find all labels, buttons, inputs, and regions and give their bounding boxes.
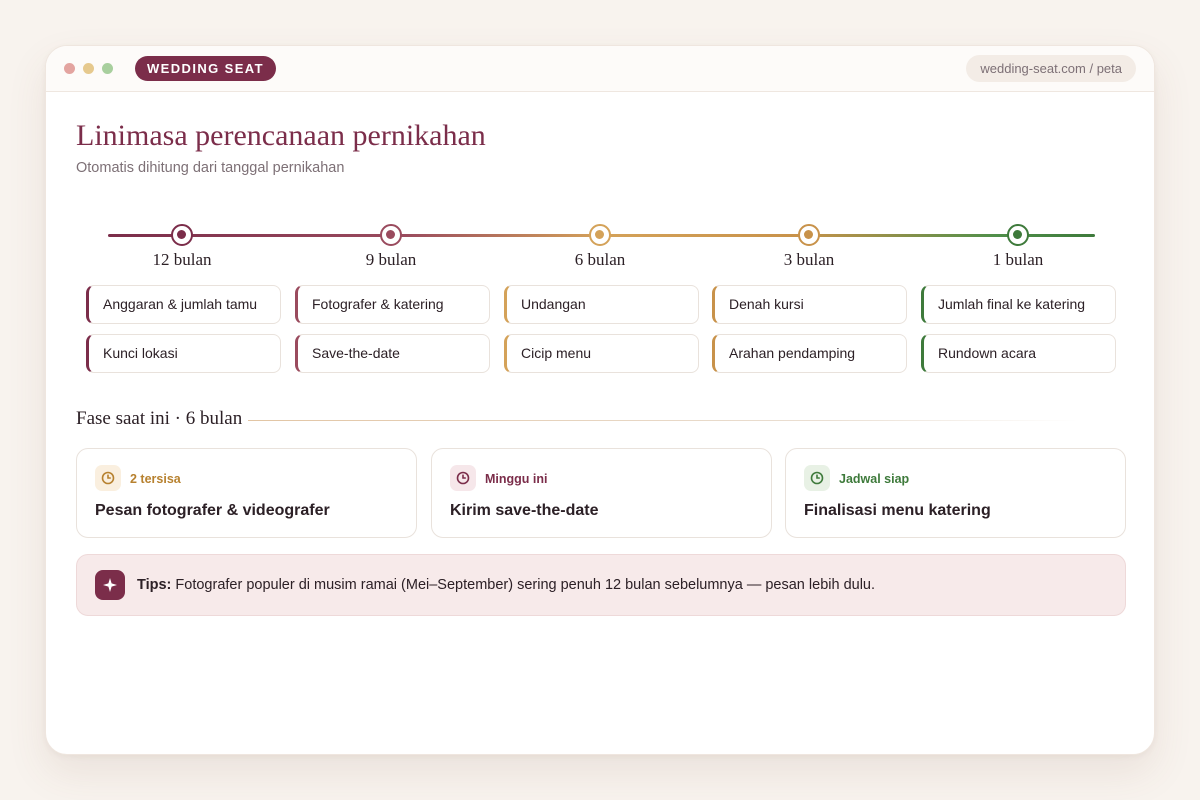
task-chip[interactable]: Denah kursi <box>712 285 907 324</box>
timeline-node-3[interactable] <box>798 224 820 246</box>
tips-label: Tips: <box>137 577 172 593</box>
task-chip[interactable]: Anggaran & jumlah tamu <box>86 285 281 324</box>
task-chip[interactable]: Undangan <box>504 285 699 324</box>
milestone-label: 3 bulan <box>783 250 835 269</box>
card-title: Kirim save-the-date <box>450 502 599 519</box>
close-window-dot[interactable] <box>64 63 75 74</box>
milestone-label: 6 bulan <box>574 250 626 269</box>
tips-text <box>137 577 875 593</box>
card-title: Pesan fotografer & videografer <box>95 502 330 519</box>
task-chip[interactable]: Save-the-date <box>295 334 490 373</box>
milestone-label: 12 bulan <box>152 250 212 269</box>
timeline-node-12[interactable] <box>171 224 193 246</box>
card-status-tag: Jadwal siap <box>839 472 910 486</box>
clock-icon <box>450 465 476 491</box>
tips-message: Fotografer populer di musim ramai (Mei–September) sering penuh 12 bulan sebelumnya — pesan lebih dulu. <box>175 577 876 593</box>
sparkle-icon <box>95 570 125 600</box>
page-title: Linimasa perencanaan pernikahan <box>76 119 486 152</box>
timeline-node-9[interactable] <box>380 224 402 246</box>
phase-card[interactable] <box>785 448 1126 538</box>
title-bar <box>46 46 1154 92</box>
task-chip[interactable]: Arahan pendamping <box>712 334 907 373</box>
current-phase-heading: Fase saat ini · 6 bulan <box>76 408 243 429</box>
tips-banner <box>76 554 1126 616</box>
phase-card[interactable] <box>76 448 417 538</box>
task-chip[interactable]: Fotografer & katering <box>295 285 490 324</box>
minimize-window-dot[interactable] <box>83 63 94 74</box>
milestone-label: 9 bulan <box>365 250 417 269</box>
task-chip[interactable]: Kunci lokasi <box>86 334 281 373</box>
task-chip[interactable]: Jumlah final ke katering <box>921 285 1116 324</box>
phase-card[interactable] <box>431 448 772 538</box>
maximize-window-dot[interactable] <box>102 63 113 74</box>
phase-divider <box>248 420 1078 421</box>
card-status-tag: 2 tersisa <box>130 472 181 486</box>
brand-badge[interactable]: WEDDING SEAT <box>135 56 276 81</box>
timeline-node-1[interactable] <box>1007 224 1029 246</box>
page-subtitle: Otomatis dihitung dari tanggal pernikahan <box>76 160 345 176</box>
app-window <box>45 45 1155 755</box>
task-chip[interactable]: Rundown acara <box>921 334 1116 373</box>
task-chip[interactable]: Cicip menu <box>504 334 699 373</box>
url-pill[interactable]: wedding-seat.com / peta <box>966 55 1136 82</box>
milestone-label: 1 bulan <box>992 250 1044 269</box>
clock-icon <box>804 465 830 491</box>
card-title: Finalisasi menu katering <box>804 502 991 519</box>
timeline-node-6[interactable] <box>589 224 611 246</box>
clock-icon <box>95 465 121 491</box>
card-status-tag: Minggu ini <box>485 472 548 486</box>
